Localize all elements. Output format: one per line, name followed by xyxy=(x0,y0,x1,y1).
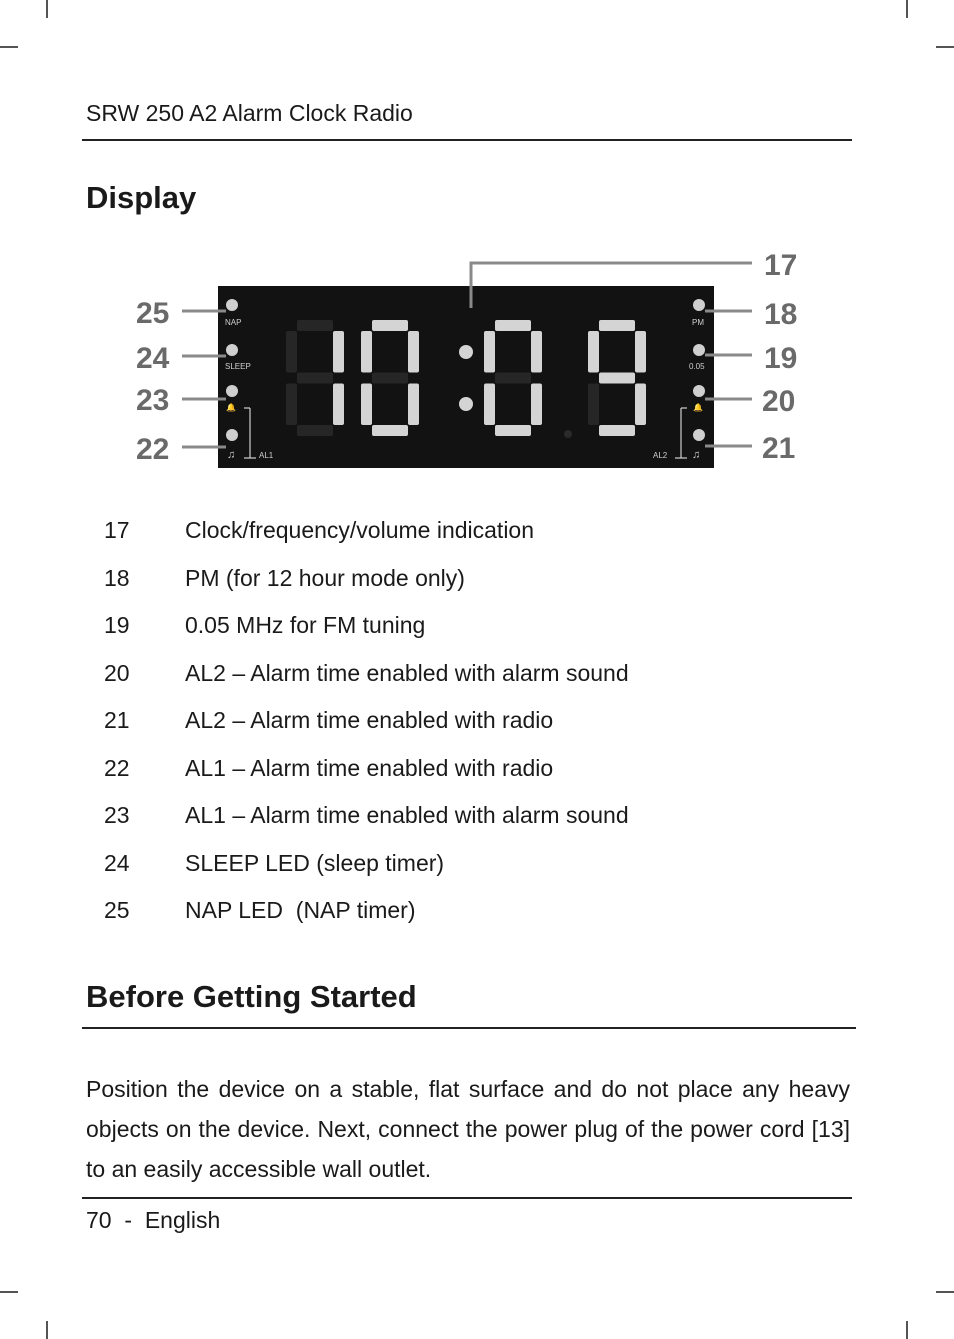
legend-item xyxy=(104,794,629,842)
music-note-icon: ♫ xyxy=(227,449,236,461)
crop-mark xyxy=(936,1291,954,1293)
crop-mark xyxy=(0,1291,18,1293)
step-label: 0.05 xyxy=(689,362,705,371)
crop-mark xyxy=(46,1321,48,1339)
step-led xyxy=(693,344,705,356)
legend-text: AL2 – Alarm time enabled with alarm sound xyxy=(185,659,629,686)
digit-segment xyxy=(599,373,635,384)
body-paragraph: Position the device on a stable, flat surface and do not place any heavy objects on the device. Next, connect the power plug of the power cord [13] to an easily accessible wall outlet. xyxy=(86,1076,850,1182)
bell-icon: 🔔 xyxy=(226,403,236,412)
display-panel xyxy=(218,286,714,468)
digit-segment xyxy=(599,425,635,436)
section-heading-before-getting-started: Before Getting Started xyxy=(86,979,417,1014)
callout-24: 24 xyxy=(136,342,170,375)
music-note-icon: ♫ xyxy=(692,449,701,461)
crop-mark xyxy=(906,0,908,18)
crop-mark xyxy=(936,46,954,48)
callout-22: 22 xyxy=(136,433,170,466)
running-header: SRW 250 A2 Alarm Clock Radio xyxy=(86,100,413,126)
legend-item xyxy=(104,699,629,747)
legend-number: 20 xyxy=(104,659,130,686)
section-rule xyxy=(82,1027,856,1029)
sleep-label: SLEEP xyxy=(225,362,251,371)
legend-number: 18 xyxy=(104,564,130,591)
callout-25: 25 xyxy=(136,297,170,330)
display-legend xyxy=(104,509,629,937)
legend-text: AL1 – Alarm time enabled with radio xyxy=(185,754,554,781)
legend-item xyxy=(104,842,629,890)
callout-17: 17 xyxy=(764,249,798,282)
legend-text: AL1 – Alarm time enabled with alarm sound xyxy=(185,802,629,828)
digit-segment xyxy=(361,384,372,426)
digit-segment xyxy=(333,384,344,426)
al2-sound-led xyxy=(693,385,705,397)
digit-segment xyxy=(333,331,344,373)
digit-segment xyxy=(495,320,531,331)
digit-segment xyxy=(297,320,333,331)
callout-19: 19 xyxy=(764,342,798,375)
digit-segment xyxy=(408,331,419,373)
legend-text: AL2 – Alarm time enabled with radio xyxy=(185,707,554,733)
page-number: 70 xyxy=(86,1207,112,1233)
legend-text: Clock/frequency/volume indication xyxy=(185,517,535,543)
header-rule xyxy=(82,139,852,141)
callout-18: 18 xyxy=(764,298,798,331)
callout-23: 23 xyxy=(136,384,170,417)
digit-segment xyxy=(297,373,333,384)
digit-segment xyxy=(599,320,635,331)
crop-mark xyxy=(906,1321,908,1339)
digit-segment xyxy=(484,331,495,373)
callout-21: 21 xyxy=(762,432,796,465)
legend-text: 0.05 MHz for FM tuning xyxy=(185,612,426,638)
callout-20: 20 xyxy=(762,385,796,418)
al2-radio-led xyxy=(693,429,705,441)
footer-language: English xyxy=(144,1207,221,1233)
digit-segment xyxy=(372,320,408,331)
nap-led xyxy=(226,299,238,311)
digit-segment xyxy=(495,373,531,384)
pm-led xyxy=(693,299,705,311)
legend-text: SLEEP LED (sleep timer) xyxy=(185,849,445,876)
al2-label: AL2 xyxy=(653,451,668,460)
digit-segment xyxy=(286,331,297,373)
al1-sound-led xyxy=(226,385,238,397)
display-figure xyxy=(126,248,836,474)
legend-number: 17 xyxy=(104,517,130,543)
legend-item xyxy=(104,604,629,652)
digit-segment xyxy=(588,384,599,426)
legend-number: 22 xyxy=(104,754,130,781)
digit-segment xyxy=(408,384,419,426)
colon-dot-top xyxy=(459,345,473,359)
bell-icon: 🔔 xyxy=(693,403,703,412)
al1-label: AL1 xyxy=(259,451,274,460)
legend-number: 19 xyxy=(104,612,130,638)
legend-text: NAP LED (NAP timer) xyxy=(185,897,416,923)
digit-segment xyxy=(531,384,542,426)
footer-rule xyxy=(82,1197,852,1199)
digit-segment xyxy=(635,384,646,426)
sleep-led xyxy=(226,344,238,356)
digit-segment xyxy=(297,425,333,436)
page-footer xyxy=(86,1207,220,1234)
section-heading-display: Display xyxy=(86,180,197,215)
digit-segment xyxy=(484,384,495,426)
decimal-point xyxy=(564,430,572,438)
legend-number: 25 xyxy=(104,897,130,923)
digit-segment xyxy=(286,384,297,426)
legend-item xyxy=(104,557,629,605)
legend-number: 24 xyxy=(104,849,130,876)
nap-label: NAP xyxy=(225,318,242,327)
digit-segment xyxy=(372,373,408,384)
legend-number: 23 xyxy=(104,802,130,828)
pm-label: PM xyxy=(692,318,704,327)
colon-dot-bottom xyxy=(459,397,473,411)
digit-segment xyxy=(361,331,372,373)
digit-segment xyxy=(635,331,646,373)
digit-segment xyxy=(531,331,542,373)
al1-radio-led xyxy=(226,429,238,441)
legend-text: PM (for 12 hour mode only) xyxy=(185,564,465,591)
legend-number: 21 xyxy=(104,707,130,733)
footer-separator: - xyxy=(124,1207,133,1233)
display-illustration xyxy=(126,248,836,474)
legend-item xyxy=(104,747,629,795)
legend-item xyxy=(104,652,629,700)
digit-segment xyxy=(588,331,599,373)
legend-item xyxy=(104,509,629,557)
digit-segment xyxy=(495,425,531,436)
legend-item xyxy=(104,889,629,937)
crop-mark xyxy=(0,46,18,48)
crop-mark xyxy=(46,0,48,18)
digit-segment xyxy=(372,425,408,436)
